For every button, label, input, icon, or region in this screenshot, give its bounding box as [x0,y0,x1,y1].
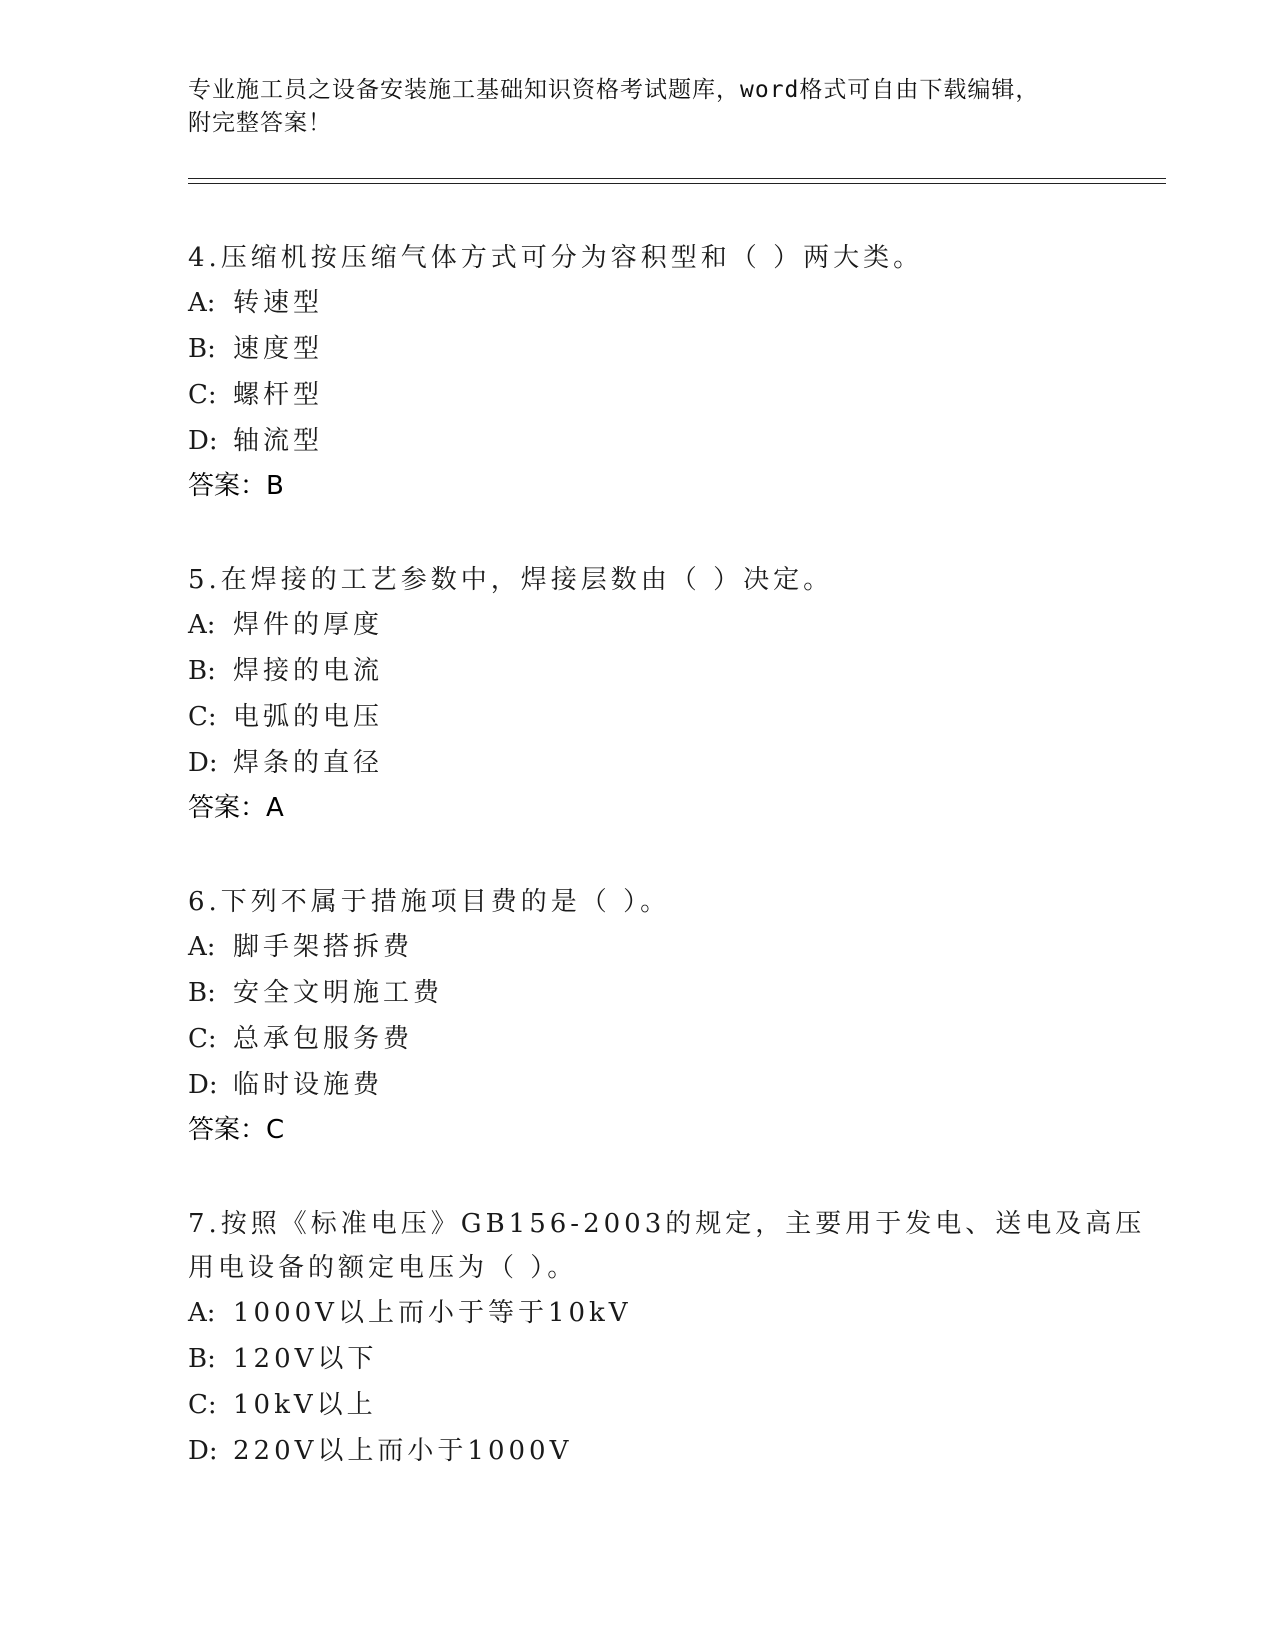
option-a [188,280,1088,326]
option-d [188,1062,1088,1108]
question-6 [188,880,1088,1152]
option-letter: B: [188,656,216,686]
option-text: 螺杆型 [233,380,324,410]
option-letter: A: [188,932,216,962]
option-letter: A: [188,610,216,640]
option-letter: D: [188,1436,218,1466]
question-5 [188,558,1088,830]
option-text: 120V以下 [233,1344,378,1374]
option-letter: D: [188,426,218,456]
option-text: 电弧的电压 [233,702,384,732]
option-b [188,1336,1088,1382]
option-letter: C: [188,1024,217,1054]
question-7 [188,1202,1146,1474]
option-text: 总承包服务费 [233,1024,414,1054]
option-letter: D: [188,1070,218,1100]
option-letter: C: [188,702,217,732]
option-c [188,1382,1088,1428]
question-stem: 6.下列不属于措施项目费的是（ ）。 [188,887,671,917]
option-letter: A: [188,1298,216,1328]
option-letter: D: [188,748,218,778]
option-letter: B: [188,978,216,1008]
option-c [188,1016,1088,1062]
option-d [188,1428,1088,1474]
question-4 [188,236,1088,508]
option-letter: C: [188,380,217,410]
answer-line: 答案：C [188,1115,285,1145]
question-stem: 5.在焊接的工艺参数中，焊接层数由（ ）决定。 [188,565,834,595]
header-divider-top [188,178,1166,179]
header-line-1: 专业施工员之设备安装施工基础知识资格考试题库，word格式可自由下载编辑， [188,77,1040,103]
option-a [188,924,1088,970]
option-letter: C: [188,1390,217,1420]
question-stem: 4.压缩机按压缩气体方式可分为容积型和（ ）两大类。 [188,243,924,273]
option-b [188,970,1088,1016]
option-text: 转速型 [233,288,324,318]
option-text: 220V以上而小于1000V [233,1436,573,1466]
option-a [188,602,1088,648]
option-text: 脚手架搭拆费 [233,932,414,962]
header-line-2: 附完整答案！ [188,110,332,136]
option-d [188,418,1088,464]
option-text: 速度型 [233,334,324,364]
option-a [188,1290,1088,1336]
header-divider-bottom [188,183,1166,184]
option-text: 1000V以上而小于等于10kV [233,1298,632,1328]
option-d [188,740,1088,786]
option-text: 10kV以上 [233,1390,377,1420]
option-b [188,326,1088,372]
option-text: 焊件的厚度 [233,610,384,640]
option-letter: B: [188,1344,216,1374]
option-c [188,694,1088,740]
option-c [188,372,1088,418]
question-stem-line-2: 用电设备的额定电压为（ ）。 [188,1253,578,1283]
option-letter: B: [188,334,216,364]
answer-line: 答案：A [188,793,284,823]
option-b [188,648,1088,694]
option-text: 焊接的电流 [233,656,384,686]
option-text: 轴流型 [233,426,324,456]
option-text: 焊条的直径 [233,748,384,778]
answer-line: 答案：B [188,471,284,501]
document-header [188,74,1068,140]
option-text: 临时设施费 [233,1070,384,1100]
question-stem-line-1: 7.按照《标准电压》GB156-2003的规定，主要用于发电、送电及高压 [188,1209,1146,1239]
option-letter: A: [188,288,216,318]
option-text: 安全文明施工费 [233,978,444,1008]
